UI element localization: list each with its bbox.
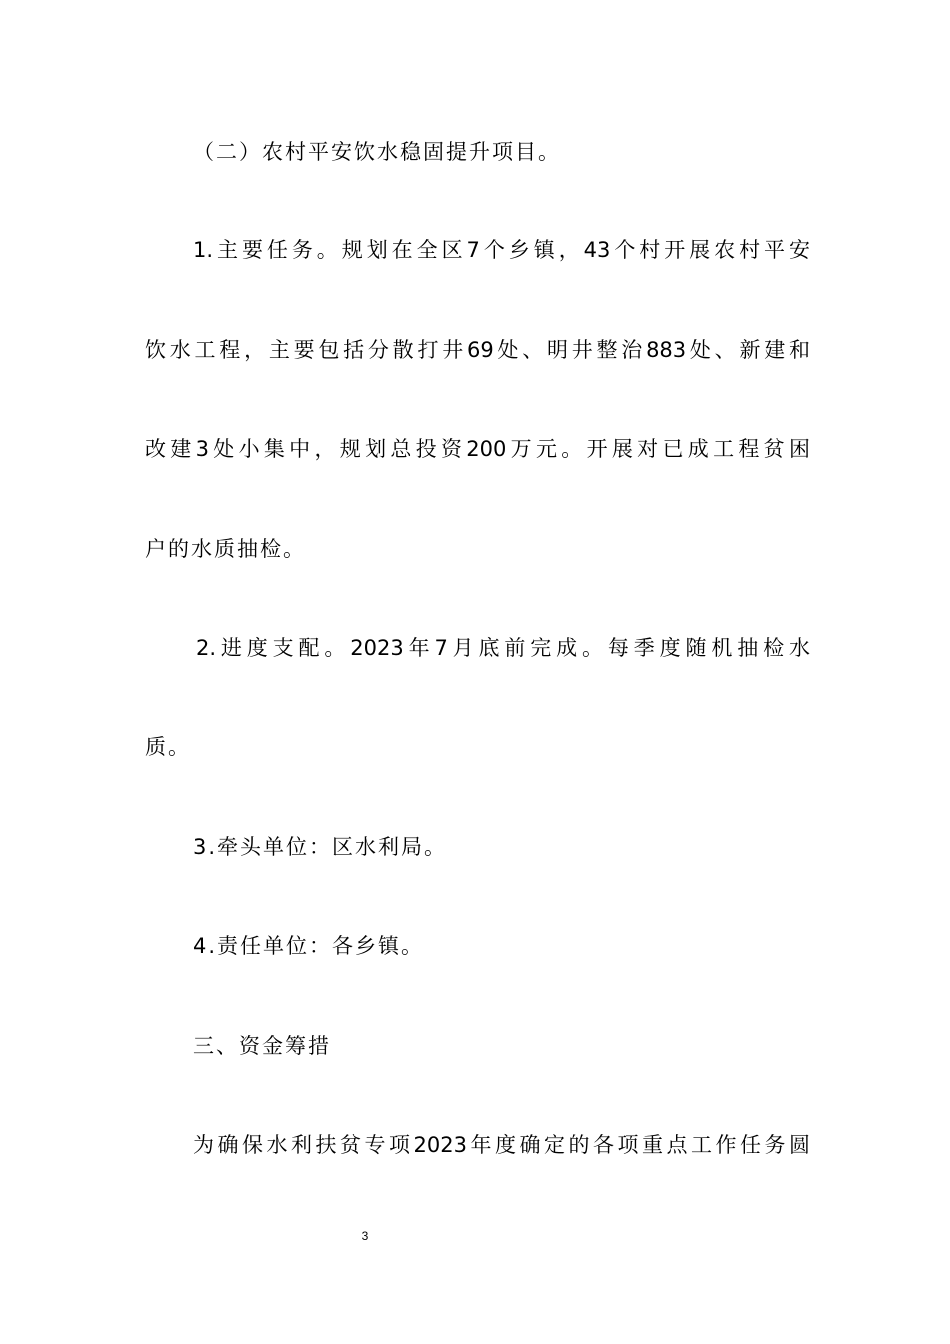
item-2-line-2: 质。	[145, 735, 191, 759]
item-1-line-4: 户的水质抽检。	[145, 537, 306, 561]
sub-heading-rural-water-project: （二）农村平安饮水稳固提升项目。	[193, 140, 561, 164]
section-3-paragraph-line-1: 为确保水利扶贫专项2023年度确定的各项重点工作任务圆	[193, 1133, 810, 1157]
page-number: 3	[361, 1229, 369, 1243]
item-3-lead-unit: 3.牵头单位：区水利局。	[193, 835, 448, 859]
item-1-line-3: 改建3处小集中，规划总投资200万元。开展对已成工程贫困	[145, 437, 810, 461]
item-1-line-1: 1.主要任务。规划在全区7个乡镇，43个村开展农村平安	[193, 238, 810, 262]
section-3-title: 三、资金筹措	[193, 1034, 331, 1058]
item-1-line-2: 饮水工程，主要包括分散打井69处、明井整治883处、新建和	[145, 338, 810, 362]
item-2-line-1: 2.进度支配。2023年7月底前完成。每季度随机抽检水	[196, 636, 810, 660]
item-4-responsible-unit: 4.责任单位：各乡镇。	[193, 934, 425, 958]
